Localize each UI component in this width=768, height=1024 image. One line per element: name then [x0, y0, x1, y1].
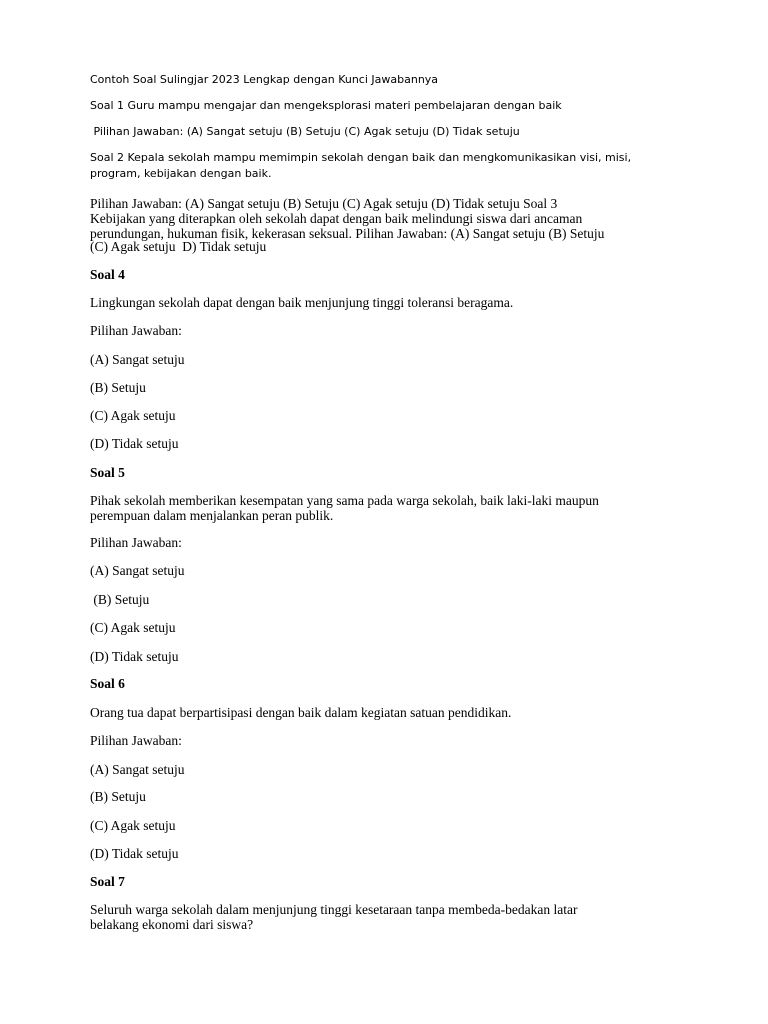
soal-5-option-c: (C) Agak setuju [90, 620, 176, 635]
soal-4-option-a: (A) Sangat setuju [90, 352, 185, 367]
soal-3-para-line-1: Pilihan Jawaban: (A) Sangat setuju (B) Setuju (C) Agak setuju (D) Tidak setuju Soal 3 [90, 196, 558, 211]
soal-3-para-line-2: Kebijakan yang diterapkan oleh sekolah dapat dengan baik melindungi siswa dari ancaman [90, 211, 583, 226]
soal-5-heading: Soal 5 [90, 465, 125, 480]
soal-7-text-line-2: belakang ekonomi dari siswa? [90, 917, 254, 932]
soal-4-text: Lingkungan sekolah dapat dengan baik menjunjung tinggi toleransi beragama. [90, 295, 514, 310]
soal-3-para-line-3: perundungan, hukuman fisik, kekerasan seksual. Pilihan Jawaban: (A) Sangat setuju (B) Setuju [90, 226, 605, 241]
soal-4-choices-label: Pilihan Jawaban: [90, 323, 182, 338]
soal-6-text: Orang tua dapat berpartisipasi dengan baik dalam kegiatan satuan pendidikan. [90, 705, 512, 720]
soal-1-choices: Pilihan Jawaban: (A) Sangat setuju (B) Setuju (C) Agak setuju (D) Tidak setuju [90, 125, 520, 138]
soal-6-option-d: (D) Tidak setuju [90, 846, 179, 861]
soal-7-text-line-1: Seluruh warga sekolah dalam menjunjung tinggi kesetaraan tanpa membeda-bedakan latar [90, 902, 578, 917]
soal-6-option-b: (B) Setuju [90, 789, 146, 804]
soal-4-option-d: (D) Tidak setuju [90, 436, 179, 451]
soal-5-text-line-1: Pihak sekolah memberikan kesempatan yang sama pada warga sekolah, baik laki-laki maupun [90, 493, 599, 508]
soal-1-text: Soal 1 Guru mampu mengajar dan mengeksplorasi materi pembelajaran dengan baik [90, 99, 562, 112]
soal-4-option-c: (C) Agak setuju [90, 408, 176, 423]
soal-5-option-d: (D) Tidak setuju [90, 649, 179, 664]
soal-6-option-a: (A) Sangat setuju [90, 762, 185, 777]
soal-5-option-b: (B) Setuju [90, 592, 150, 607]
soal-5-option-a: (A) Sangat setuju [90, 563, 185, 578]
soal-4-heading: Soal 4 [90, 267, 125, 282]
document-title: Contoh Soal Sulingjar 2023 Lengkap dengan Kunci Jawabannya [90, 73, 439, 86]
soal-5-text-line-2: perempuan dalam menjalankan peran publik. [90, 508, 334, 523]
soal-6-choices-label: Pilihan Jawaban: [90, 733, 182, 748]
soal-2-text-line-1: Soal 2 Kepala sekolah mampu memimpin sekolah dengan baik dan mengkomunikasikan visi, misi, [90, 151, 632, 164]
soal-7-heading: Soal 7 [90, 874, 125, 889]
soal-6-heading: Soal 6 [90, 676, 125, 691]
soal-3-para-line-4: (C) Agak setuju D) Tidak setuju [90, 239, 267, 254]
soal-4-option-b: (B) Setuju [90, 380, 146, 395]
soal-6-option-c: (C) Agak setuju [90, 818, 176, 833]
soal-2-text-line-2: program, kebijakan dengan baik. [90, 167, 272, 180]
soal-5-choices-label: Pilihan Jawaban: [90, 535, 182, 550]
